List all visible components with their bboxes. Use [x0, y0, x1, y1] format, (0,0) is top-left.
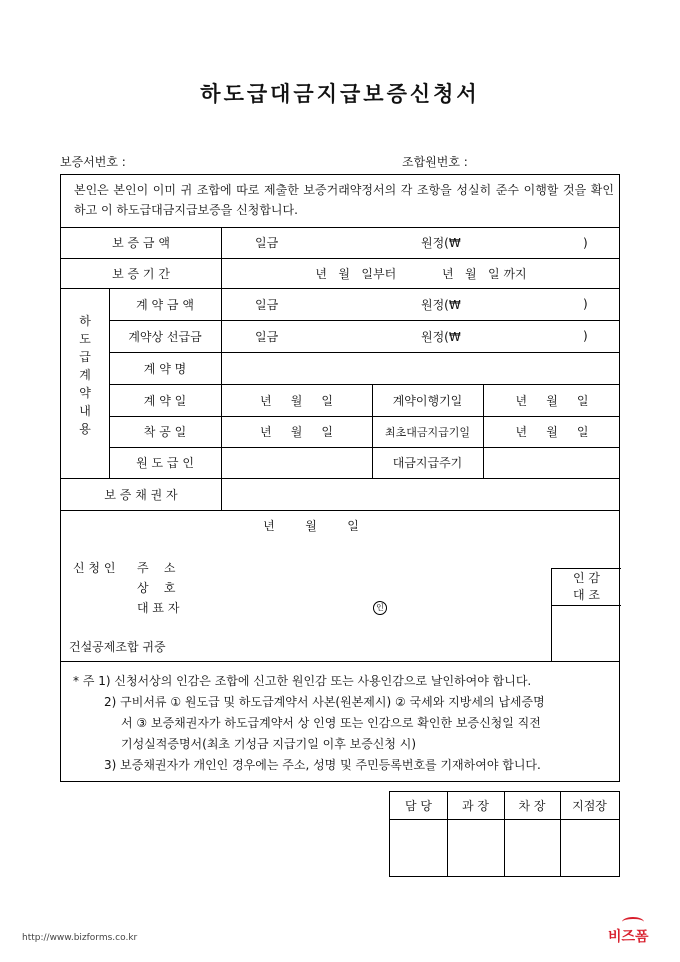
contract-amount-prefix: 일금: [255, 297, 279, 312]
logo-mark-icon: [622, 917, 644, 927]
seal-check-box: [551, 568, 621, 662]
approval-deputy-label: 차 장: [518, 799, 546, 813]
approval-deputy-sign[interactable]: [504, 819, 560, 876]
note-1: * 주 1) 신청서상의 인감은 조합에 신고한 원인감 또는 사용인감으로 날인하여야 합니다.: [73, 674, 532, 688]
advance-payment-label: 계약상 선급금: [128, 329, 202, 344]
contract-amount-suffix: 원정(₩: [421, 297, 461, 312]
guarantee-amount-close: ): [583, 235, 588, 250]
contract-amount-close: ): [583, 297, 588, 311]
note-2-cont2: 기성실적증명서(최초 기성금 지급기일 이후 보증신청 시): [121, 737, 417, 751]
guarantee-number-label: 보증서번호 :: [60, 155, 126, 169]
payment-cycle-label: 대금지급주기: [392, 456, 463, 470]
creditor-field[interactable]: [221, 478, 621, 510]
footer-url[interactable]: http://www.bizforms.co.kr: [22, 933, 138, 943]
note-2-cont: 서 ③ 보증채권자가 하도급계약서 상 인영 또는 인감으로 확인한 보증신청일 직전: [121, 716, 541, 730]
application-form: [60, 174, 620, 782]
advance-payment-suffix: 원정(₩: [421, 329, 461, 344]
approval-branch-head-label: 지점장: [572, 799, 607, 813]
company-label: 상 호: [137, 581, 176, 595]
seal-mark: 인: [373, 599, 387, 615]
contract-performance-date-value[interactable]: 년 월 일: [515, 393, 589, 408]
contract-name-field[interactable]: [221, 352, 621, 384]
member-number-label: 조합원번호 :: [402, 155, 468, 169]
page-title: 하도급대금지급보증신청서: [200, 81, 480, 106]
note-2: 2) 구비서류 ① 원도급 및 하도급계약서 사본(원본제시) ② 국세와 지방세의 납세증명: [104, 695, 545, 709]
address-label: 주 소: [137, 561, 176, 575]
approval-staff-label: 담 당: [405, 799, 432, 813]
prime-contractor-label: 원 도 급 인: [136, 456, 194, 470]
note-3: 3) 보증채권자가 개인인 경우에는 주소, 성명 및 주민등록번호를 기재하여야 합니다.: [104, 758, 541, 772]
representative-label: 대 표 자: [137, 601, 180, 615]
bizforms-logo: 비즈폼: [608, 926, 649, 946]
contract-performance-date-label: 계약이행기일: [392, 393, 463, 408]
intro-text: 본인은 본인이 이미 귀 조합에 따로 제출한 보증거래약정서의 각 조항을 성실히 준수 이행할 것을 확인하고 이 하도급대금지급보증을 신청합니다.: [74, 183, 614, 217]
notes: [73, 671, 613, 776]
approval-manager-label: 과 장: [462, 799, 489, 813]
guarantee-period-value[interactable]: 년 월 일부터 년 월 일 까지: [315, 266, 527, 281]
start-date-label: 착 공 일: [143, 425, 187, 439]
first-payment-date-label: 최초대금지급기일: [384, 425, 470, 439]
creditor-label: 보 증 채 권 자: [104, 487, 178, 502]
applicant-label: 신 청 인: [73, 561, 116, 575]
contract-amount-label: 계 약 금 액: [136, 297, 194, 312]
guarantee-amount-field[interactable]: [221, 227, 621, 258]
subcontract-section-label: 하 도 급 계 약 내 용: [79, 314, 91, 436]
contract-date-value[interactable]: 년 월 일: [260, 393, 333, 408]
recipient-text: 건설공제조합 귀중: [69, 640, 166, 654]
guarantee-period-label: 보 증 기 간: [112, 266, 170, 281]
application-date[interactable]: 년 월 일: [263, 518, 359, 533]
seal-check-label: 인 감 대 조: [573, 571, 600, 602]
guarantee-amount-label: 보 증 금 액: [112, 236, 170, 250]
contract-date-label: 계 약 일: [143, 393, 187, 408]
payment-cycle-field[interactable]: [483, 447, 621, 478]
guarantee-amount-prefix: 일금: [255, 236, 279, 250]
approval-table: [389, 791, 620, 877]
guarantee-amount-suffix: 원정(₩: [421, 236, 461, 250]
first-payment-date-value[interactable]: 년 월 일: [515, 425, 589, 439]
advance-payment-close: ): [583, 329, 588, 343]
approval-manager-sign[interactable]: [447, 819, 504, 876]
approval-branch-head-sign[interactable]: [560, 819, 619, 876]
start-date-value[interactable]: 년 월 일: [260, 425, 333, 439]
approval-staff-sign[interactable]: [390, 819, 447, 876]
advance-payment-prefix: 일금: [255, 329, 279, 344]
contract-name-label: 계 약 명: [143, 361, 187, 376]
prime-contractor-field[interactable]: [221, 447, 372, 478]
